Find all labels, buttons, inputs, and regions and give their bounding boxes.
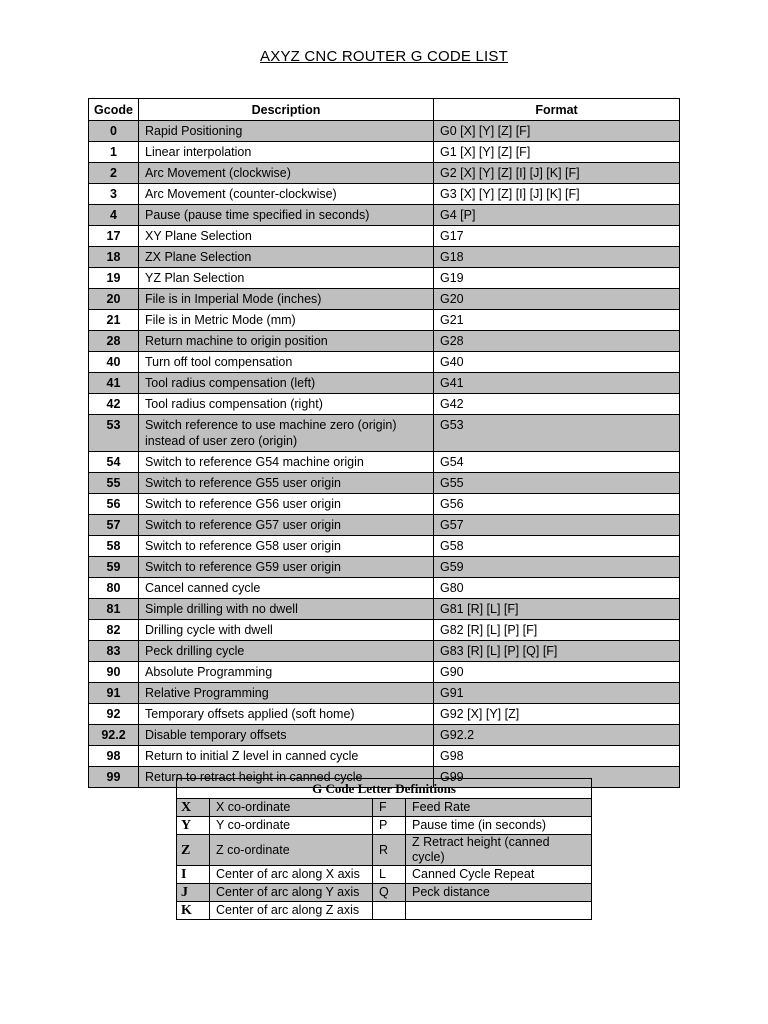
format-cell: G20 [434,289,680,310]
description-cell: XY Plane Selection [139,226,434,247]
description-cell: Switch to reference G57 user origin [139,515,434,536]
table-row [89,683,680,704]
gcode-cell: 83 [89,641,139,662]
format-cell: G98 [434,746,680,767]
format-cell: G92.2 [434,725,680,746]
format-cell: G40 [434,352,680,373]
param-letter-cell: R [373,835,406,866]
letter-description-cell: Center of arc along Y axis [210,884,373,902]
letter-definitions-body [177,799,592,920]
letter-row [177,902,592,920]
format-cell: G58 [434,536,680,557]
gcode-cell: 17 [89,226,139,247]
letter-definitions-table [176,778,592,920]
format-cell: G56 [434,494,680,515]
param-letter-cell: Q [373,884,406,902]
format-cell: G55 [434,473,680,494]
gcode-cell: 81 [89,599,139,620]
table-row [89,641,680,662]
letter-description-cell: Z co-ordinate [210,835,373,866]
gcode-cell: 18 [89,247,139,268]
format-cell: G3 [X] [Y] [Z] [I] [J] [K] [F] [434,184,680,205]
format-cell: G28 [434,331,680,352]
param-description-cell: Canned Cycle Repeat [406,866,592,884]
description-cell: File is in Imperial Mode (inches) [139,289,434,310]
letter-row [177,817,592,835]
gcode-cell: 2 [89,163,139,184]
page-title [0,48,768,66]
format-cell: G41 [434,373,680,394]
header-format: Format [434,99,680,121]
gcode-table-body [89,121,680,788]
table-row [89,268,680,289]
description-cell: Linear interpolation [139,142,434,163]
gcode-cell: 59 [89,557,139,578]
param-description-cell: Feed Rate [406,799,592,817]
description-cell: Arc Movement (clockwise) [139,163,434,184]
format-cell: G82 [R] [L] [P] [F] [434,620,680,641]
format-cell: G59 [434,557,680,578]
format-cell: G17 [434,226,680,247]
description-cell: Drilling cycle with dwell [139,620,434,641]
format-cell: G1 [X] [Y] [Z] [F] [434,142,680,163]
description-cell: Switch to reference G56 user origin [139,494,434,515]
table-row [89,289,680,310]
gcode-cell: 53 [89,415,139,452]
letter-description-cell: X co-ordinate [210,799,373,817]
letter-description-cell: Y co-ordinate [210,817,373,835]
gcode-cell: 56 [89,494,139,515]
letter-cell: Z [177,835,210,866]
letter-description-cell: Center of arc along Z axis [210,902,373,920]
gcode-cell: 92.2 [89,725,139,746]
table-row [89,352,680,373]
table-row [89,494,680,515]
letter-definitions-title-row [177,779,592,799]
gcode-table-header-row [89,99,680,121]
header-description: Description [139,99,434,121]
format-cell: G19 [434,268,680,289]
description-cell: Temporary offsets applied (soft home) [139,704,434,725]
param-letter-cell: F [373,799,406,817]
table-row [89,310,680,331]
table-row [89,620,680,641]
description-cell: YZ Plan Selection [139,268,434,289]
description-cell: Tool radius compensation (left) [139,373,434,394]
table-row [89,205,680,226]
table-row [89,662,680,683]
param-description-cell: Pause time (in seconds) [406,817,592,835]
table-row [89,142,680,163]
letter-cell: Y [177,817,210,835]
format-cell: G4 [P] [434,205,680,226]
header-gcode: Gcode [89,99,139,121]
gcode-cell: 58 [89,536,139,557]
format-cell: G83 [R] [L] [P] [Q] [F] [434,641,680,662]
param-letter-cell: L [373,866,406,884]
gcode-cell: 55 [89,473,139,494]
description-cell: Switch to reference G59 user origin [139,557,434,578]
description-cell: ZX Plane Selection [139,247,434,268]
format-cell: G80 [434,578,680,599]
gcode-cell: 90 [89,662,139,683]
gcode-cell: 99 [89,767,139,788]
table-row [89,121,680,142]
description-cell: Arc Movement (counter-clockwise) [139,184,434,205]
letter-cell: I [177,866,210,884]
table-row [89,163,680,184]
letter-cell: J [177,884,210,902]
table-row [89,704,680,725]
table-row [89,515,680,536]
gcode-cell: 98 [89,746,139,767]
gcode-cell: 19 [89,268,139,289]
gcode-cell: 20 [89,289,139,310]
format-cell: G99 [434,767,680,788]
table-row [89,725,680,746]
letter-row [177,884,592,902]
gcode-cell: 91 [89,683,139,704]
param-description-cell: Z Retract height (canned cycle) [406,835,592,866]
description-cell: Return to initial Z level in canned cycle [139,746,434,767]
table-row [89,394,680,415]
param-description-cell [406,902,592,920]
description-cell: Simple drilling with no dwell [139,599,434,620]
gcode-cell: 1 [89,142,139,163]
gcode-cell: 80 [89,578,139,599]
gcode-cell: 41 [89,373,139,394]
description-cell: Switch to reference G58 user origin [139,536,434,557]
letter-row [177,799,592,817]
format-cell: G57 [434,515,680,536]
letter-row [177,866,592,884]
gcode-cell: 57 [89,515,139,536]
table-row [89,599,680,620]
description-cell: Absolute Programming [139,662,434,683]
description-cell: Switch to reference G55 user origin [139,473,434,494]
gcode-cell: 40 [89,352,139,373]
table-row [89,473,680,494]
letter-cell: X [177,799,210,817]
table-row [89,184,680,205]
format-cell: G0 [X] [Y] [Z] [F] [434,121,680,142]
format-cell: G91 [434,683,680,704]
letter-row [177,835,592,866]
description-cell: Peck drilling cycle [139,641,434,662]
table-row [89,226,680,247]
format-cell: G81 [R] [L] [F] [434,599,680,620]
format-cell: G21 [434,310,680,331]
format-cell: G90 [434,662,680,683]
page-title-text: AXYZ CNC ROUTER G CODE LIST [260,48,508,65]
letter-description-cell: Center of arc along X axis [210,866,373,884]
table-row [89,536,680,557]
gcode-cell: 4 [89,205,139,226]
description-cell: Cancel canned cycle [139,578,434,599]
format-cell: G2 [X] [Y] [Z] [I] [J] [K] [F] [434,163,680,184]
gcode-cell: 82 [89,620,139,641]
gcode-table [88,98,680,788]
gcode-cell: 3 [89,184,139,205]
table-row [89,557,680,578]
description-cell: Relative Programming [139,683,434,704]
description-cell: Disable temporary offsets [139,725,434,746]
table-row [89,415,680,452]
format-cell: G92 [X] [Y] [Z] [434,704,680,725]
description-cell: Switch reference to use machine zero (origin) instead of user zero (origin) [139,415,434,452]
gcode-cell: 21 [89,310,139,331]
description-cell: Turn off tool compensation [139,352,434,373]
param-letter-cell: P [373,817,406,835]
gcode-cell: 54 [89,452,139,473]
format-cell: G54 [434,452,680,473]
description-cell: Pause (pause time specified in seconds) [139,205,434,226]
format-cell: G42 [434,394,680,415]
table-row [89,247,680,268]
param-letter-cell [373,902,406,920]
description-cell: Return to retract height in canned cycle [139,767,434,788]
table-row [89,373,680,394]
gcode-cell: 42 [89,394,139,415]
table-row [89,452,680,473]
param-description-cell: Peck distance [406,884,592,902]
gcode-cell: 28 [89,331,139,352]
description-cell: Return machine to origin position [139,331,434,352]
letter-cell: K [177,902,210,920]
letter-definitions-title: G Code Letter Definitions [177,779,592,799]
description-cell: Tool radius compensation (right) [139,394,434,415]
table-row [89,578,680,599]
gcode-cell: 0 [89,121,139,142]
table-row [89,331,680,352]
description-cell: File is in Metric Mode (mm) [139,310,434,331]
description-cell: Rapid Positioning [139,121,434,142]
description-cell: Switch to reference G54 machine origin [139,452,434,473]
format-cell: G53 [434,415,680,452]
gcode-cell: 92 [89,704,139,725]
table-row [89,746,680,767]
format-cell: G18 [434,247,680,268]
